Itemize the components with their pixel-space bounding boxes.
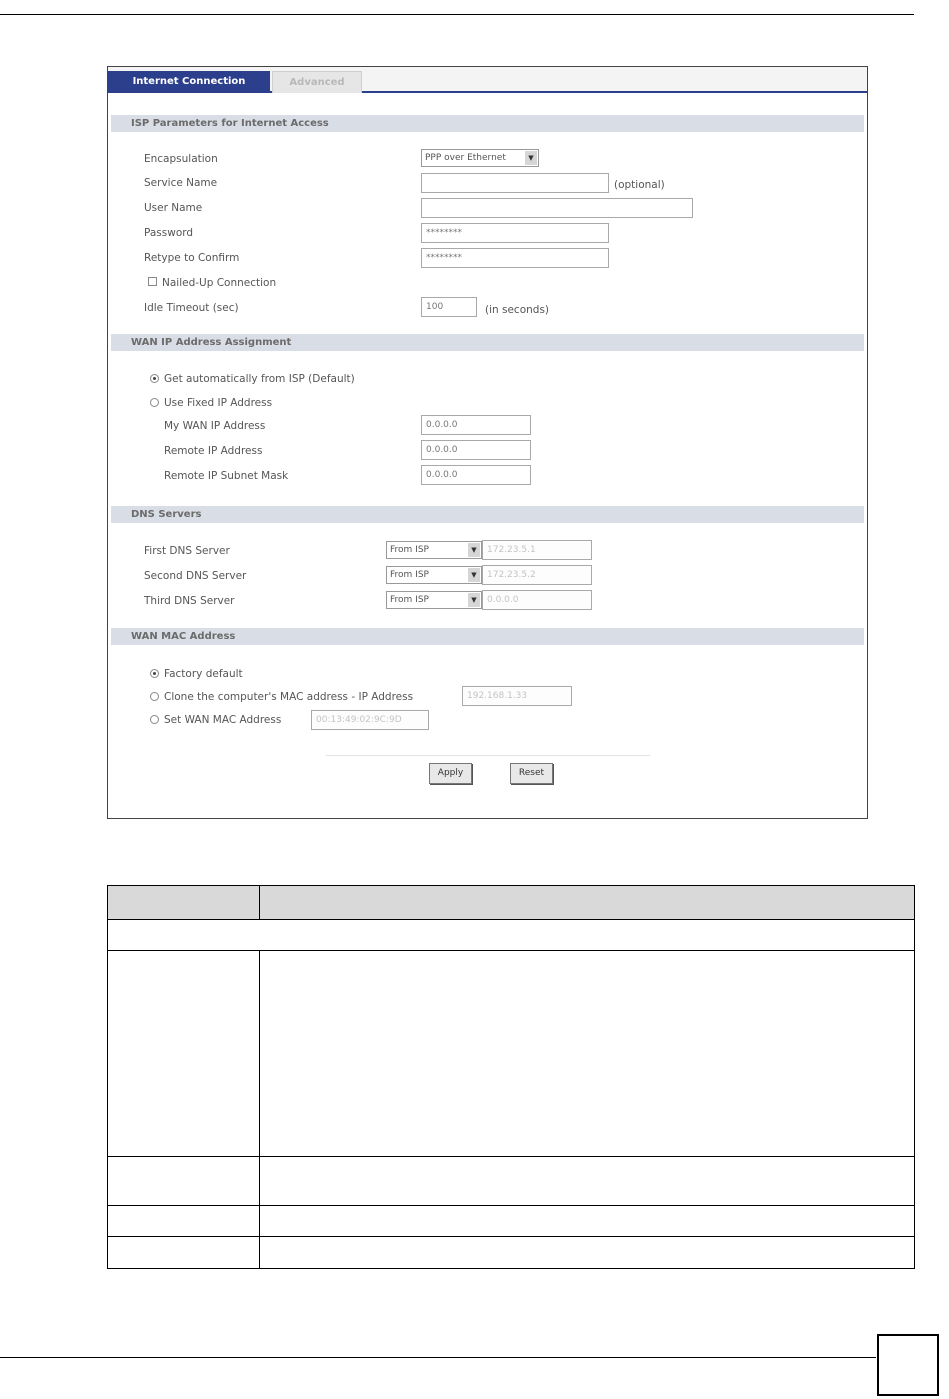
tab-advanced[interactable]: Advanced: [272, 71, 362, 93]
table-row: [108, 919, 914, 950]
user-name-input[interactable]: [421, 198, 693, 218]
isp-parameters-header: ISP Parameters for Internet Access: [111, 115, 864, 132]
third-dns-label: Third DNS Server: [144, 595, 235, 607]
set-wan-mac-radio[interactable]: [150, 715, 159, 724]
first-dns-label: First DNS Server: [144, 545, 230, 557]
set-wan-mac-label: Set WAN MAC Address: [164, 714, 282, 726]
table-row: [108, 1156, 914, 1205]
encapsulation-label: Encapsulation: [144, 153, 218, 165]
service-name-input[interactable]: [421, 173, 609, 193]
table-row: [108, 1236, 914, 1268]
page-number-box: [877, 1334, 939, 1396]
get-automatically-radio[interactable]: [150, 374, 159, 383]
chevron-down-icon: ▼: [468, 568, 480, 582]
factory-default-label: Factory default: [164, 668, 243, 680]
internet-connection-screenshot: [107, 66, 868, 819]
tab-internet-connection[interactable]: Internet Connection: [108, 71, 270, 93]
column-divider: [259, 886, 260, 919]
remote-subnet-mask-label: Remote IP Subnet Mask: [164, 470, 289, 482]
retype-password-input[interactable]: ********: [421, 248, 609, 268]
nailed-up-label: Nailed-Up Connection: [162, 277, 277, 289]
dns-servers-header: DNS Servers: [111, 506, 864, 523]
second-dns-label: Second DNS Server: [144, 570, 247, 582]
wan-mac-address-header: WAN MAC Address: [111, 628, 864, 645]
my-wan-ip-label: My WAN IP Address: [164, 420, 266, 432]
user-name-label: User Name: [144, 202, 203, 214]
button-divider: [326, 755, 650, 756]
remote-subnet-mask-input[interactable]: 0.0.0.0: [421, 465, 531, 485]
column-divider: [259, 950, 260, 1268]
clone-mac-radio[interactable]: [150, 692, 159, 701]
factory-default-radio[interactable]: [150, 669, 159, 678]
encapsulation-value: PPP over Ethernet: [425, 153, 506, 163]
second-dns-mode-value: From ISP: [390, 570, 429, 580]
table-header-row: [108, 886, 914, 919]
second-dns-mode-select[interactable]: [386, 566, 482, 584]
get-automatically-label: Get automatically from ISP (Default): [164, 373, 355, 385]
remote-ip-input[interactable]: 0.0.0.0: [421, 440, 531, 460]
encapsulation-select[interactable]: [421, 149, 539, 167]
chevron-down-icon: ▼: [468, 593, 480, 607]
use-fixed-ip-label: Use Fixed IP Address: [164, 397, 273, 409]
page-footer-rule: [0, 1357, 876, 1358]
second-dns-input[interactable]: 172.23.5.2: [482, 565, 592, 585]
idle-timeout-label: Idle Timeout (sec): [144, 302, 239, 314]
use-fixed-ip-radio[interactable]: [150, 398, 159, 407]
password-input[interactable]: ********: [421, 223, 609, 243]
wan-ip-assignment-header: WAN IP Address Assignment: [111, 334, 864, 351]
field-description-table: [107, 885, 915, 1269]
chevron-down-icon: ▼: [468, 543, 480, 557]
reset-button[interactable]: Reset: [510, 763, 553, 784]
table-row: [108, 950, 914, 1156]
service-name-label: Service Name: [144, 177, 218, 189]
chevron-down-icon: ▼: [525, 151, 537, 165]
first-dns-mode-select[interactable]: [386, 541, 482, 559]
third-dns-mode-value: From ISP: [390, 595, 429, 605]
remote-ip-label: Remote IP Address: [164, 445, 263, 457]
clone-mac-label: Clone the computer's MAC address - IP Address: [164, 691, 414, 703]
idle-timeout-input[interactable]: 100: [421, 297, 477, 317]
set-wan-mac-input[interactable]: 00:13:49:02:9C:9D: [311, 710, 429, 730]
page-header-rule: [0, 14, 914, 15]
apply-button[interactable]: Apply: [429, 763, 472, 784]
retype-password-label: Retype to Confirm: [144, 252, 240, 264]
table-row: [108, 1205, 914, 1236]
third-dns-input[interactable]: 0.0.0.0: [482, 590, 592, 610]
tab-bar: [108, 67, 867, 93]
password-label: Password: [144, 227, 194, 239]
idle-timeout-suffix: (in seconds): [485, 304, 550, 316]
first-dns-mode-value: From ISP: [390, 545, 429, 555]
my-wan-ip-input[interactable]: 0.0.0.0: [421, 415, 531, 435]
nailed-up-checkbox[interactable]: [148, 277, 157, 286]
optional-text: (optional): [614, 179, 665, 191]
clone-ip-input[interactable]: 192.168.1.33: [462, 686, 572, 706]
first-dns-input[interactable]: 172.23.5.1: [482, 540, 592, 560]
third-dns-mode-select[interactable]: [386, 591, 482, 609]
